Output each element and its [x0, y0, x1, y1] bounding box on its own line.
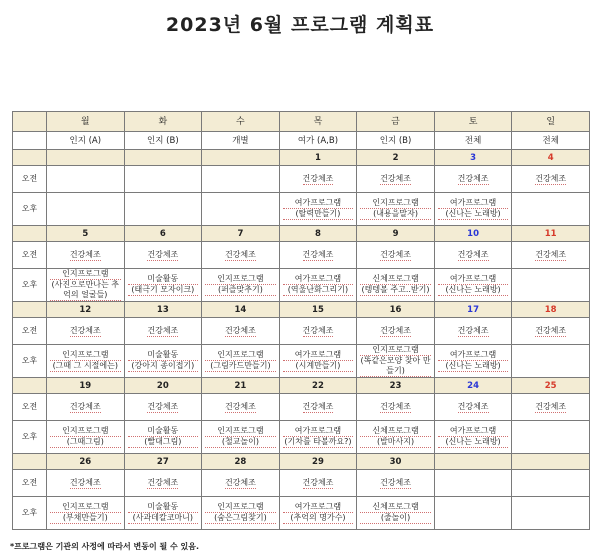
date-row: [13, 150, 590, 166]
date-cell: 1: [279, 150, 357, 166]
am-activity: 건강체조: [535, 402, 567, 411]
am-activity-cell: [202, 242, 280, 269]
am-activity-cell: [512, 394, 590, 421]
am-activity: 건강체조: [69, 402, 101, 411]
pm-program-detail: (철교놀이): [205, 437, 276, 448]
pm-activity-cell: [47, 269, 125, 302]
am-activity-cell: [434, 470, 512, 497]
pm-program-detail: (시계만들기): [283, 361, 354, 372]
date-cell: [124, 150, 202, 166]
pm-program-detail: (역울난화그리기): [283, 285, 354, 296]
pm-activity-cell: [202, 193, 280, 226]
am-activity: 건강체조: [380, 402, 411, 411]
pm-program: 여가프로그램: [283, 350, 354, 361]
am-activity-cell: [434, 242, 512, 269]
pm-program: 인지프로그램: [50, 426, 121, 437]
pm-program-detail: (부채만들기): [50, 513, 121, 524]
am-activity: 건강체조: [224, 326, 256, 335]
date-cell: 17: [434, 302, 512, 318]
pm-program-detail: (텡텡볼 주고..받기): [361, 285, 430, 294]
pm-program-detail: (사진으로만나는 추억의 얼굴들): [51, 280, 120, 299]
am-activity: 건강체조: [535, 326, 567, 335]
pm-program-detail: (빨대그림): [128, 437, 199, 448]
am-activity-cell: [434, 318, 512, 345]
am-activity-cell: [512, 318, 590, 345]
pm-activity-cell: [279, 345, 357, 378]
pm-program-detail: (신나는 노래방): [438, 285, 509, 296]
am-activity-cell: [357, 166, 435, 193]
am-activity-cell: [202, 394, 280, 421]
pm-program: 미술활동: [128, 426, 199, 437]
am-activity: 건강체조: [147, 326, 179, 335]
footnote: *프로그램은 기관의 사정에 따라서 변동이 될 수 있음.: [10, 542, 200, 551]
date-cell: 12: [47, 302, 125, 318]
day-header-row: [13, 112, 590, 132]
date-cell: 28: [202, 454, 280, 470]
pm-program: 여가프로그램: [438, 426, 509, 437]
pm-activity-cell: [434, 193, 512, 226]
pm-program: 미술활동: [128, 350, 199, 361]
pm-label: 오후: [13, 421, 47, 454]
pm-activity-cell: [202, 421, 280, 454]
am-activity-cell: [279, 242, 357, 269]
am-row: [13, 394, 590, 421]
am-activity-cell: [124, 318, 202, 345]
am-row: [13, 318, 590, 345]
am-activity-cell: [512, 242, 590, 269]
am-row: [13, 470, 590, 497]
am-row: [13, 166, 590, 193]
pm-activity-cell: [512, 193, 590, 226]
date-cell: 7: [202, 226, 280, 242]
date-label-cell: [13, 150, 47, 166]
am-activity: 건강체조: [535, 250, 567, 259]
date-cell: 30: [357, 454, 435, 470]
pm-program-detail: (태극기 모자이크): [128, 285, 199, 296]
date-cell: 5: [47, 226, 125, 242]
pm-program-detail: (신나는 노래방): [438, 209, 509, 220]
date-cell: 10: [434, 226, 512, 242]
day-header: 화: [124, 112, 202, 132]
am-label: 오전: [13, 166, 47, 193]
category-cell: 전체: [512, 132, 590, 150]
pm-program: 미술활동: [128, 274, 199, 285]
am-activity-cell: [47, 470, 125, 497]
pm-activity-cell: [47, 345, 125, 378]
pm-program-detail: (발마사지): [360, 437, 431, 448]
am-activity: 건강체조: [147, 402, 179, 411]
pm-activity-cell: [202, 269, 280, 302]
pm-program: 미술활동: [128, 502, 199, 513]
date-row: [13, 454, 590, 470]
am-activity-cell: [124, 166, 202, 193]
am-activity: 건강체조: [302, 250, 334, 259]
pm-row: [13, 193, 590, 226]
am-activity-cell: [202, 470, 280, 497]
category-cell: 개별: [202, 132, 280, 150]
date-cell: 25: [512, 378, 590, 394]
date-cell: 16: [357, 302, 435, 318]
date-cell: 23: [357, 378, 435, 394]
pm-row: [13, 269, 590, 302]
date-cell: 14: [202, 302, 280, 318]
date-cell: 15: [279, 302, 357, 318]
am-activity-cell: [124, 242, 202, 269]
date-cell: 3: [434, 150, 512, 166]
am-activity-cell: [434, 394, 512, 421]
am-activity: 건강체조: [224, 250, 256, 259]
pm-program-detail: (강아지 종이접기): [128, 361, 199, 372]
day-header: 월: [47, 112, 125, 132]
date-cell: 21: [202, 378, 280, 394]
am-activity-cell: [279, 166, 357, 193]
am-activity: 건강체조: [224, 402, 256, 411]
am-activity: 건강체조: [380, 478, 411, 487]
date-row: [13, 226, 590, 242]
date-cell: [434, 454, 512, 470]
pm-program: 인지프로그램: [205, 502, 276, 513]
pm-program: 여가프로그램: [438, 198, 509, 209]
am-label: 오전: [13, 318, 47, 345]
pm-activity-cell: [357, 497, 435, 530]
date-cell: 27: [124, 454, 202, 470]
pm-activity-cell: [357, 193, 435, 226]
pm-activity-cell: [357, 421, 435, 454]
pm-program-detail: (똑같은모양 찾아 만들기): [360, 356, 431, 375]
am-activity: 건강체조: [535, 174, 567, 183]
pm-program-detail: (탈력만들기): [283, 209, 354, 220]
am-activity-cell: [124, 470, 202, 497]
category-cell: 인지 (A): [47, 132, 125, 150]
am-activity: 건강체조: [302, 326, 334, 335]
pm-activity-cell: [279, 193, 357, 226]
program-schedule-table: [12, 111, 590, 530]
pm-program: 인지프로그램: [205, 350, 276, 361]
am-activity: 건강체조: [457, 402, 489, 411]
date-row: [13, 378, 590, 394]
pm-activity-cell: [47, 421, 125, 454]
date-label-cell: [13, 302, 47, 318]
pm-activity-cell: [434, 421, 512, 454]
pm-activity-cell: [434, 269, 512, 302]
am-activity: 건강체조: [457, 326, 489, 335]
category-cell: 전체: [434, 132, 512, 150]
pm-activity-cell: [279, 497, 357, 530]
pm-program-detail: (신나는 노래방): [438, 361, 509, 372]
corner-cell: [13, 132, 47, 150]
date-cell: [202, 150, 280, 166]
pm-program-detail: (사과데칼코마니): [128, 513, 199, 524]
am-activity-cell: [512, 166, 590, 193]
am-activity: 건강체조: [457, 250, 489, 259]
am-activity-cell: [47, 242, 125, 269]
date-cell: [512, 454, 590, 470]
page-title: 2023년 6월 프로그램 계획표: [165, 14, 435, 36]
date-label-cell: [13, 454, 47, 470]
date-cell: 4: [512, 150, 590, 166]
am-activity-cell: [279, 470, 357, 497]
pm-activity-cell: [202, 345, 280, 378]
am-row: [13, 242, 590, 269]
pm-program: 여가프로그램: [283, 198, 354, 209]
pm-label: 오후: [13, 497, 47, 530]
pm-program-detail: (신나는 노래방): [438, 437, 509, 448]
pm-activity-cell: [512, 497, 590, 530]
pm-program: 인지프로그램: [205, 426, 276, 437]
category-cell: 여가 (A,B): [279, 132, 357, 150]
day-header: 일: [512, 112, 590, 132]
date-cell: 11: [512, 226, 590, 242]
day-header: 수: [202, 112, 280, 132]
am-activity-cell: [202, 166, 280, 193]
pm-program: 여가프로그램: [283, 426, 354, 437]
pm-program-detail: (내용을말자): [360, 209, 431, 220]
date-cell: 22: [279, 378, 357, 394]
pm-row: [13, 497, 590, 530]
pm-label: 오후: [13, 345, 47, 378]
am-activity-cell: [279, 318, 357, 345]
pm-program: 인지프로그램: [360, 345, 431, 356]
pm-program: 인지프로그램: [50, 350, 121, 361]
date-cell: 2: [357, 150, 435, 166]
am-activity: 건강체조: [302, 174, 334, 183]
pm-program: 인지프로그램: [360, 198, 431, 209]
pm-activity-cell: [124, 193, 202, 226]
pm-program-detail: (그림카드만들기): [205, 361, 276, 372]
pm-activity-cell: [357, 269, 435, 302]
am-label: 오전: [13, 470, 47, 497]
date-cell: 20: [124, 378, 202, 394]
pm-activity-cell: [512, 269, 590, 302]
pm-activity-cell: [512, 421, 590, 454]
pm-program-detail: (그때그림): [50, 437, 121, 448]
am-activity: 건강체조: [380, 326, 411, 335]
am-activity-cell: [357, 242, 435, 269]
day-header: 토: [434, 112, 512, 132]
am-activity: 건강체조: [147, 478, 179, 487]
pm-program: 신체프로그램: [360, 274, 431, 285]
date-cell: 26: [47, 454, 125, 470]
category-row: [13, 132, 590, 150]
date-cell: 13: [124, 302, 202, 318]
am-activity: 건강체조: [302, 478, 334, 487]
am-activity-cell: [47, 166, 125, 193]
pm-program-detail: (줄놀이): [360, 513, 431, 524]
pm-label: 오후: [13, 193, 47, 226]
am-activity: 건강체조: [380, 250, 411, 259]
am-activity-cell: [357, 318, 435, 345]
corner-cell: [13, 112, 47, 132]
am-label: 오전: [13, 394, 47, 421]
am-activity: 건강체조: [69, 250, 101, 259]
am-activity: 건강체조: [69, 326, 101, 335]
am-activity-cell: [434, 166, 512, 193]
pm-program-detail: (추억의 명가수): [283, 513, 354, 524]
pm-activity-cell: [357, 345, 435, 378]
date-cell: [47, 150, 125, 166]
pm-activity-cell: [47, 497, 125, 530]
day-header: 목: [279, 112, 357, 132]
am-activity: 건강체조: [380, 174, 411, 183]
am-activity: 건강체조: [457, 174, 489, 183]
date-cell: 8: [279, 226, 357, 242]
pm-activity-cell: [124, 345, 202, 378]
pm-program-detail: (그때 그 시절에는): [50, 361, 121, 372]
pm-activity-cell: [124, 497, 202, 530]
am-activity-cell: [512, 470, 590, 497]
pm-program-detail: (퍼즐맞추기): [205, 285, 276, 296]
pm-program: 인지프로그램: [50, 502, 121, 513]
date-cell: 9: [357, 226, 435, 242]
date-cell: 6: [124, 226, 202, 242]
pm-activity-cell: [279, 421, 357, 454]
date-row: [13, 302, 590, 318]
pm-row: [13, 345, 590, 378]
pm-program: 신체프로그램: [360, 502, 431, 513]
am-activity-cell: [47, 394, 125, 421]
date-cell: 18: [512, 302, 590, 318]
date-cell: 19: [47, 378, 125, 394]
pm-activity-cell: [47, 193, 125, 226]
am-activity-cell: [357, 470, 435, 497]
pm-activity-cell: [434, 497, 512, 530]
pm-label: 오후: [13, 269, 47, 302]
date-cell: 24: [434, 378, 512, 394]
pm-row: [13, 421, 590, 454]
pm-activity-cell: [124, 269, 202, 302]
am-activity-cell: [279, 394, 357, 421]
am-activity: 건강체조: [302, 402, 334, 411]
date-cell: 29: [279, 454, 357, 470]
category-cell: 인지 (B): [124, 132, 202, 150]
day-header: 금: [357, 112, 435, 132]
pm-program: 여가프로그램: [283, 274, 354, 285]
am-activity-cell: [47, 318, 125, 345]
pm-program-detail: (숨은그림찾기): [205, 513, 276, 524]
am-activity: 건강체조: [224, 478, 256, 487]
pm-activity-cell: [434, 345, 512, 378]
pm-program: 여가프로그램: [283, 502, 354, 513]
am-activity-cell: [124, 394, 202, 421]
am-label: 오전: [13, 242, 47, 269]
date-label-cell: [13, 226, 47, 242]
pm-activity-cell: [279, 269, 357, 302]
pm-program: 여가프로그램: [438, 274, 509, 285]
category-cell: 인지 (B): [357, 132, 435, 150]
pm-activity-cell: [202, 497, 280, 530]
pm-activity-cell: [512, 345, 590, 378]
am-activity-cell: [202, 318, 280, 345]
pm-program: 신체프로그램: [360, 426, 431, 437]
date-label-cell: [13, 378, 47, 394]
pm-activity-cell: [124, 421, 202, 454]
pm-program-detail: (기차를 타볼까요?): [284, 437, 352, 446]
pm-program: 인지프로그램: [50, 269, 121, 280]
pm-program: 인지프로그램: [205, 274, 276, 285]
pm-program: 여가프로그램: [438, 350, 509, 361]
am-activity-cell: [357, 394, 435, 421]
am-activity: 건강체조: [147, 250, 179, 259]
am-activity: 건강체조: [69, 478, 101, 487]
